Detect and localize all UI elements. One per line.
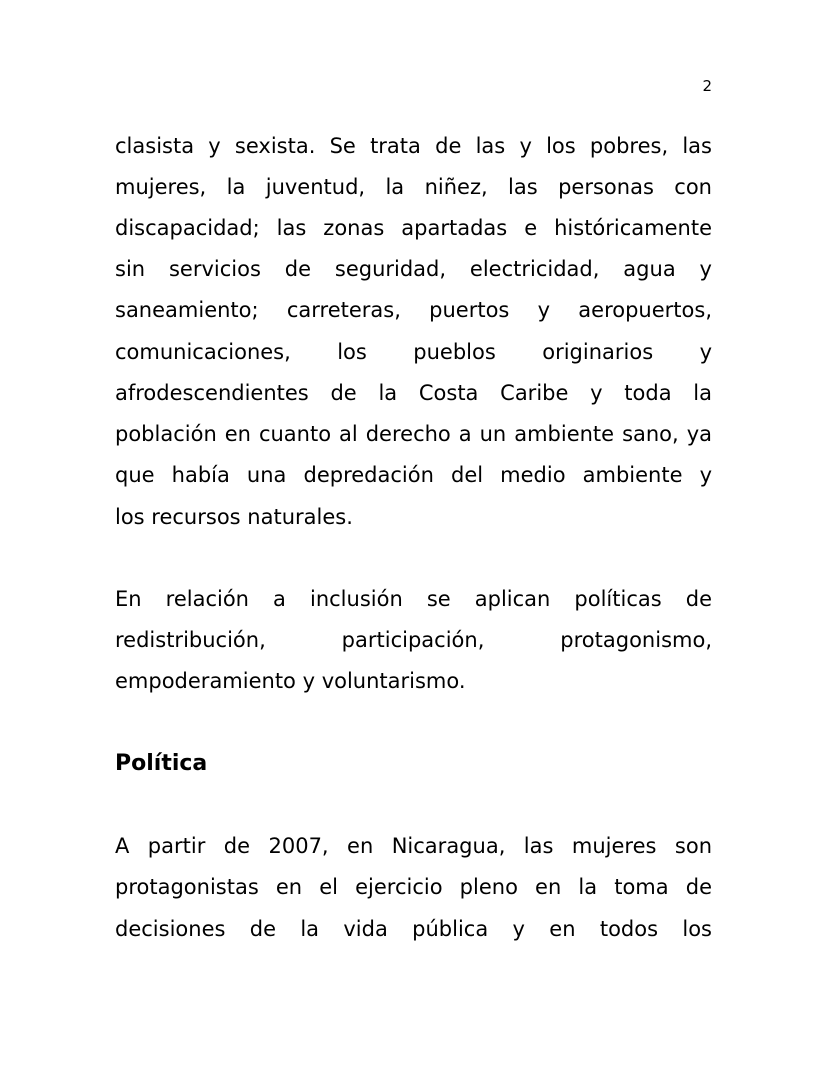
paragraph-line: los recursos naturales. bbox=[115, 505, 353, 529]
paragraph-line: mujeres, la juventud, la niñez, las personas con bbox=[115, 175, 712, 199]
paragraph-line: clasista y sexista. Se trata de las y los pobres, las bbox=[115, 134, 712, 158]
paragraph-line: empoderamiento y voluntarismo. bbox=[115, 669, 466, 693]
page-number: 2 bbox=[702, 77, 712, 95]
paragraph-line: que había una depredación del medio ambiente y bbox=[115, 463, 712, 487]
paragraph-line: decisiones de la vida pública y en todos los bbox=[115, 917, 712, 941]
paragraph-line: discapacidad; las zonas apartadas e históricamente bbox=[115, 216, 712, 240]
paragraph-line: En relación a inclusión se aplican políticas de bbox=[115, 587, 712, 611]
paragraph-line: población en cuanto al derecho a un ambiente sano, ya bbox=[115, 422, 712, 446]
paragraph-line: sin servicios de seguridad, electricidad, agua y bbox=[115, 257, 712, 281]
paragraph-line: redistribución, participación, protagonismo, bbox=[115, 628, 712, 652]
paragraph-line: A partir de 2007, en Nicaragua, las mujeres son bbox=[115, 834, 712, 858]
paragraph-line: afrodescendientes de la Costa Caribe y toda la bbox=[115, 381, 712, 405]
paragraph-line: comunicaciones, los pueblos originarios y bbox=[115, 340, 712, 364]
paragraph-line: saneamiento; carreteras, puertos y aeropuertos, bbox=[115, 298, 712, 322]
section-heading: Política bbox=[115, 751, 208, 776]
paragraph-line: protagonistas en el ejercicio pleno en la toma de bbox=[115, 875, 712, 899]
